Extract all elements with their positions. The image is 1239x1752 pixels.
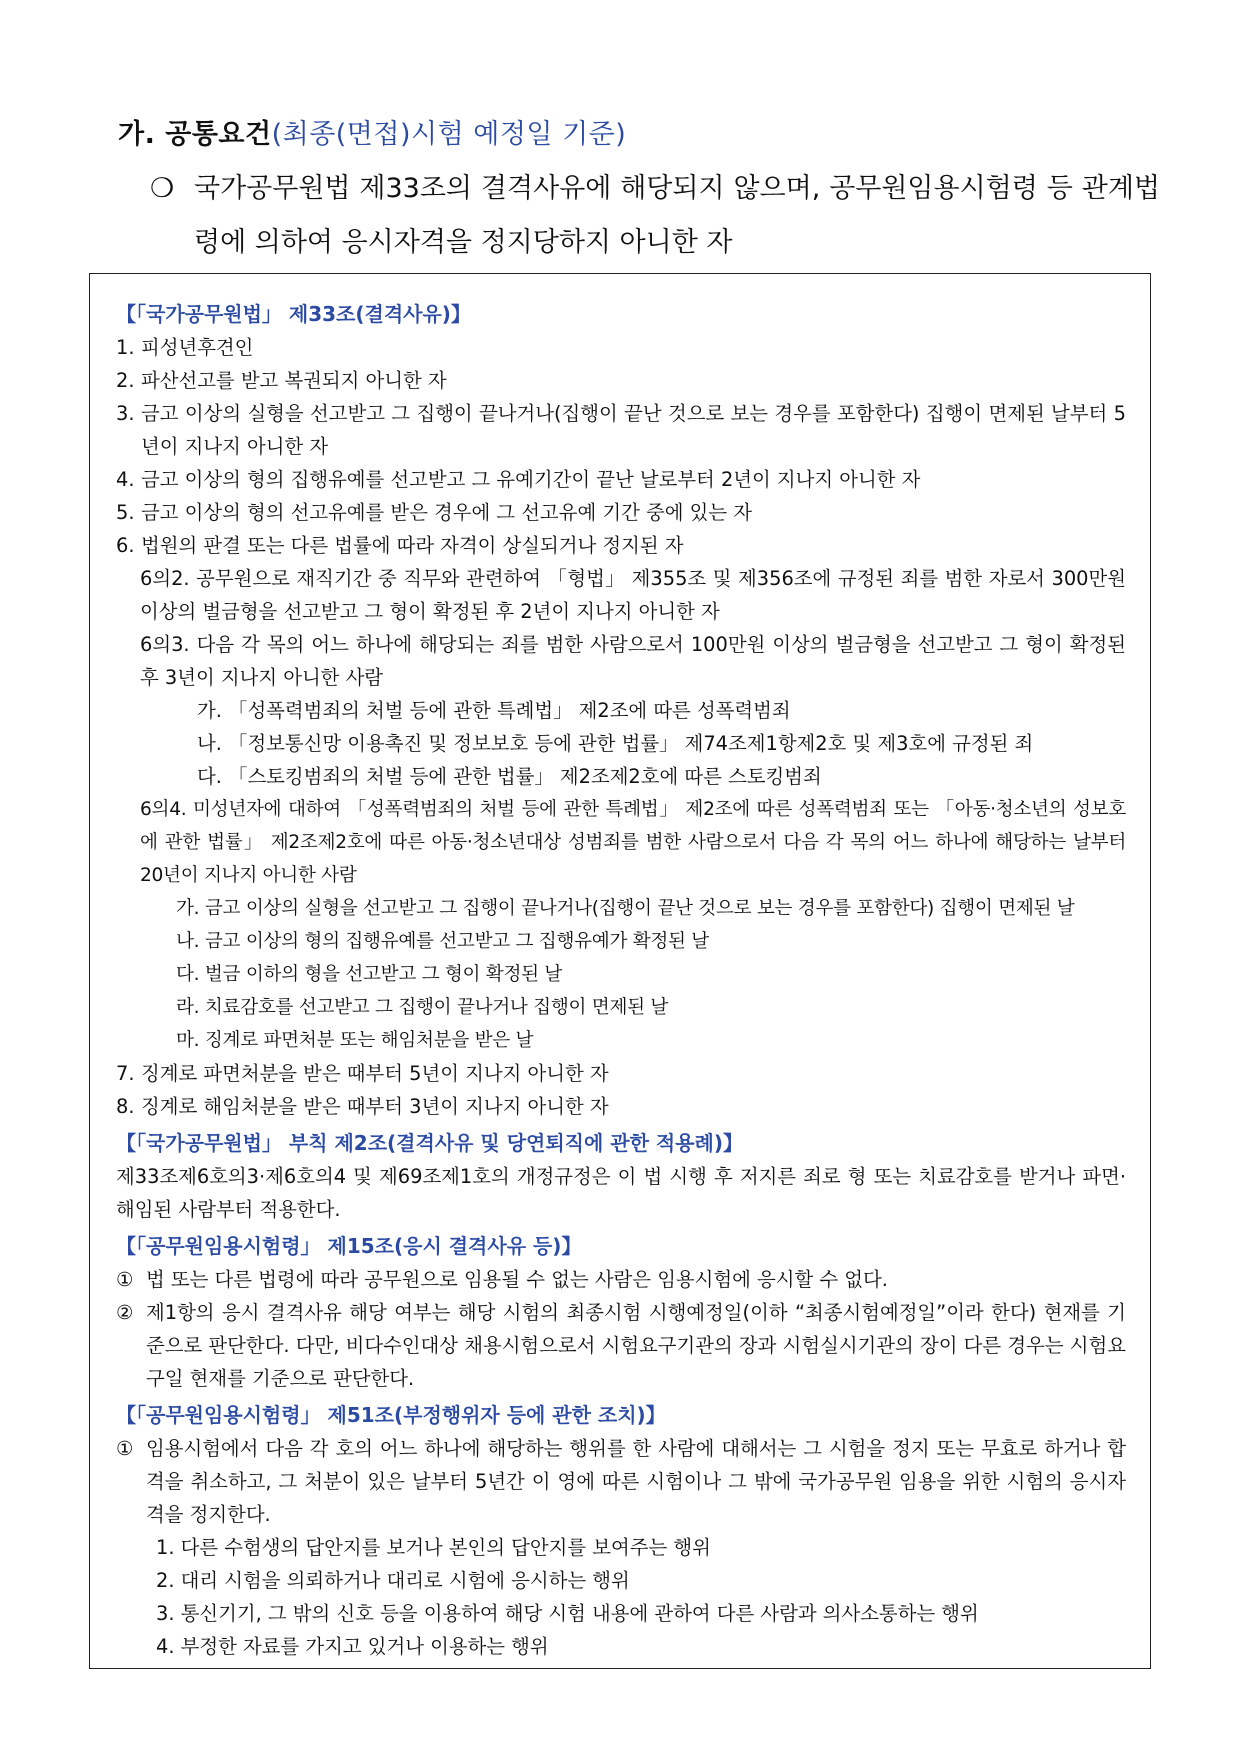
sub-item: 마. 징계로 파면처분 또는 해임처분을 받은 날 xyxy=(176,1030,534,1051)
section-heading xyxy=(118,112,626,151)
list-item-6-2: 6의2. 공무원으로 재직기간 중 직무와 관련하여 「형법」 제355조 및 제356조에 규정된 죄를 범한 자로서 300만원 이상의 벌금형을 선고받고 그 형이 확정된 후 2년이 지나지 아니한 자 xyxy=(140,567,1126,623)
sub-item: 라. 치료감호를 선고받고 그 집행이 끝나거나 집행이 면제된 날 xyxy=(176,997,669,1018)
circle-bullet-icon: ❍ xyxy=(150,173,175,204)
sub-item: 가. 금고 이상의 실형을 선고받고 그 집행이 끝나거나(집행이 끝난 것으로 보는 경우를 포함한다) 집행이 면제된 날 xyxy=(176,898,1075,919)
sub-item: 2. 대리 시험을 의뢰하거나 대리로 시험에 응시하는 행위 xyxy=(156,1569,630,1592)
sub-item: 4. 부정한 자료를 가지고 있거나 이용하는 행위 xyxy=(156,1635,549,1658)
sub-item: 나. 금고 이상의 형의 집행유예를 선고받고 그 집행유예가 확정된 날 xyxy=(176,931,709,952)
list-item: ① 법 또는 다른 법령에 따라 공무원으로 임용될 수 없는 사람은 임용시험에 응시할 수 없다. xyxy=(116,1268,888,1291)
sub-item: 다. 「스토킹범죄의 처벌 등에 관한 법률」 제2조제2호에 따른 스토킹범죄 xyxy=(197,765,822,788)
section-title-article15: 【「공무원임용시험령」 제15조(응시 결격사유 등)】 xyxy=(116,1234,582,1258)
list-item-6-4: 6의4. 미성년자에 대하여 「성폭력범죄의 처벌 등에 관한 특례법」 제2조에 따른 성폭력범죄 또는 「아동·청소년의 성보호에 관한 법률」 제2조제2호에 따른 아동·청소년대상 성범죄를 범한 사람으로서 다음 각 목의 어느 하나에 해당하는 날부터 20년이 지나지 아니한 사람 xyxy=(140,799,1126,886)
requirement-bullet xyxy=(150,162,1160,270)
list-item: ② 제1항의 응시 결격사유 해당 여부는 해당 시험의 최종시험 시행예정일(이하 “최종시험예정일”이라 한다) 현재를 기준으로 판단한다. 다만, 비다수인대상 채용시험으로서 시험요구기관의 장과 시험실시기관의 장이 다른 경우는 시험요구일 현재를 기준으로 판단한다. xyxy=(116,1301,1126,1390)
addendum-text: 제33조제6호의3·제6호의4 및 제69조제1호의 개정규정은 이 법 시행 후 저지른 죄로 형 또는 치료감호를 받거나 파면·해임된 사람부터 적용한다. xyxy=(116,1165,1126,1221)
list-item: 3. 금고 이상의 실형을 선고받고 그 집행이 끝나거나(집행이 끝난 것으로 보는 경우를 포함한다) 집행이 면제된 날부터 5년이 지나지 아니한 자 xyxy=(116,402,1126,458)
list-item: 4. 금고 이상의 형의 집행유예를 선고받고 그 유예기간이 끝난 날로부터 2년이 지나지 아니한 자 xyxy=(116,468,921,491)
list-item-6-3: 6의3. 다음 각 목의 어느 하나에 해당되는 죄를 범한 사람으로서 100만원 이상의 벌금형을 선고받고 그 형이 확정된 후 3년이 지나지 아니한 사람 xyxy=(140,633,1126,689)
list-item: 1. 피성년후견인 xyxy=(116,336,254,359)
sub-item: 가. 「성폭력범죄의 처벌 등에 관한 특례법」 제2조에 따른 성폭력범죄 xyxy=(197,699,791,722)
list-item: 2. 파산선고를 받고 복권되지 아니한 자 xyxy=(116,369,447,392)
list-item: 8. 징계로 해임처분을 받은 때부터 3년이 지나지 아니한 자 xyxy=(116,1095,609,1118)
list-item: 7. 징계로 파면처분을 받은 때부터 5년이 지나지 아니한 자 xyxy=(116,1062,609,1085)
heading-prefix: 가. 공통요건 xyxy=(118,119,272,150)
list-item: 5. 금고 이상의 형의 선고유예를 받은 경우에 그 선고유예 기간 중에 있는 자 xyxy=(116,501,753,524)
requirement-text: 국가공무원법 제33조의 결격사유에 해당되지 않으며, 공무원임용시험령 등 관계법령에 의하여 응시자격을 정지당하지 아니한 자 xyxy=(194,173,1160,258)
section-title-article51: 【「공무원임용시험령」 제51조(부정행위자 등에 관한 조치)】 xyxy=(116,1403,666,1427)
list-item: 6. 법원의 판결 또는 다른 법률에 따라 자격이 상실되거나 정지된 자 xyxy=(116,534,684,557)
list-item: ① 임용시험에서 다음 각 호의 어느 하나에 해당하는 행위를 한 사람에 대해서는 그 시험을 정지 또는 무효로 하거나 합격을 취소하고, 그 처분이 있은 날부터 5년간 이 영에 따른 시험이나 그 밖에 국가공무원 임용을 위한 시험의 응시자격을 정지한다. xyxy=(116,1437,1126,1526)
sub-item: 3. 통신기기, 그 밖의 신호 등을 이용하여 해당 시험 내용에 관하여 다른 사람과 의사소통하는 행위 xyxy=(156,1602,979,1625)
section-title-article33: 【「국가공무원법」 제33조(결격사유)】 xyxy=(116,302,471,326)
heading-paren: (최종(면접)시험 예정일 기준) xyxy=(271,119,627,150)
sub-item: 나. 「정보통신망 이용촉진 및 정보보호 등에 관한 법률」 제74조제1항제2호 및 제3호에 규정된 죄 xyxy=(197,732,1034,755)
section-title-addendum: 【「국가공무원법」 부칙 제2조(결격사유 및 당연퇴직에 관한 적용례)】 xyxy=(116,1131,743,1155)
law-excerpt-box xyxy=(89,273,1151,1669)
sub-item: 다. 벌금 이하의 형을 선고받고 그 형이 확정된 날 xyxy=(176,964,563,985)
sub-item: 1. 다른 수험생의 답안지를 보거나 본인의 답안지를 보여주는 행위 xyxy=(156,1536,711,1559)
